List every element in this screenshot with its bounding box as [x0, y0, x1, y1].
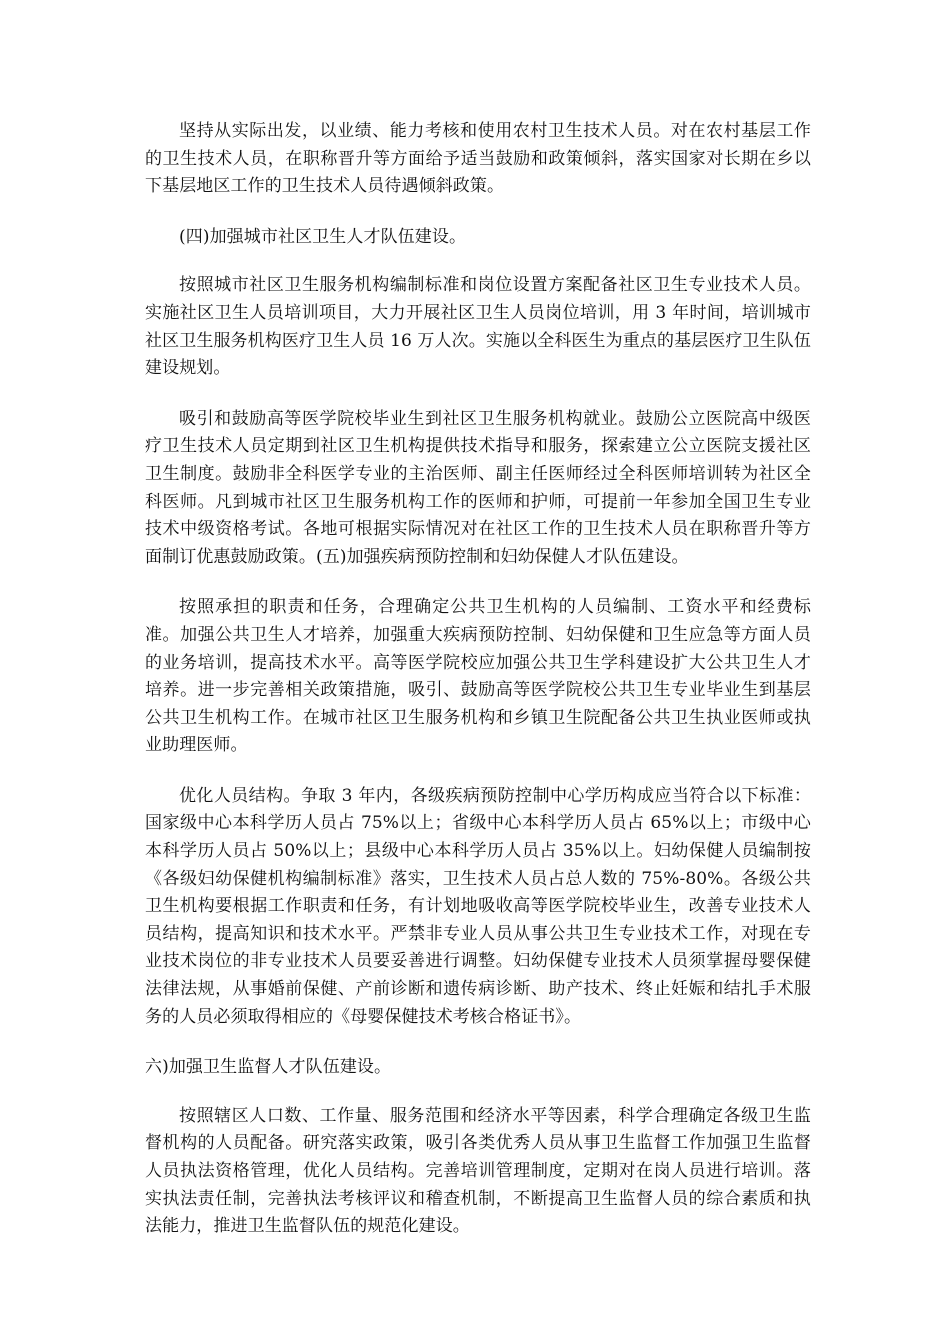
paragraph-supervision-staffing: 按照辖区人口数、工作量、服务范围和经济水平等因素，科学合理确定各级卫生监督机构的人员配备。研究落实政策，吸引各类优秀人员从事卫生监督工作加强卫生监督人员执法资格管理，优化人员结构。完善培训管理制度，定期对在岗人员进行培训。落实执法责任制，完善执法考核评议和稽查机制，不断提高卫生监督人员的综合素质和执法能力，推进卫生监督队伍的规范化建设。 — [145, 1105, 811, 1237]
paragraph-community-staffing: 按照城市社区卫生服务机构编制标准和岗位设置方案配备社区卫生专业技术人员。实施社区卫生人员培训项目，大力开展社区卫生人员岗位培训，用 3 年时间，培训城市社区卫生服务机构医疗卫生人员 16 万人次。实施以全科医生为重点的基层医疗卫生队伍建设规划。 — [145, 275, 811, 379]
section-heading-supervision: 六)加强卫生监督人才队伍建设。 — [145, 1057, 392, 1078]
paragraph-public-health-staffing: 按照承担的职责和任务，合理确定公共卫生机构的人员编制、工资水平和经费标准。加强公共卫生人才培养，加强重大疾病预防控制、妇幼保健和卫生应急等方面人员的业务培训，提高技术水平。高等医学院校应加强公共卫生学科建设扩大公共卫生人才培养。进一步完善相关政策措施，吸引、鼓励高等医学院校公共卫生专业毕业生到基层公共卫生机构工作。在城市社区卫生服务机构和乡镇卫生院配备公共卫生执业医师或执业助理医师。 — [145, 597, 811, 756]
paragraph-staff-structure: 优化人员结构。争取 3 年内，各级疾病预防控制中心学历构成应当符合以下标准：国家级中心本科学历人员占 75%以上；省级中心本科学历人员占 65%以上；市级中心本科学历人员占 50%以上；县级中心本科学历人员占 35%以上。妇幼保健人员编制按《各级妇幼保健机构编制标准》落实，卫生技术人员占总人数的 75%-80%。各级公共卫生机构要根据工作职责和任务，有计划地吸收高等医学院校毕业生，改善专业技术人员结构，提高知识和技术水平。严禁非专业人员从事公共卫生专业技术工作，对现在专业技术岗位的非专业技术人员要妥善进行调整。妇幼保健专业技术人员须掌握母婴保健法律法规，从事婚前保健、产前诊断和遗传病诊断、助产技术、终止妊娠和结扎手术服务的人员必须取得相应的《母婴保健技术考核合格证书》。 — [145, 785, 811, 1027]
section-heading-community: (四)加强城市社区卫生人才队伍建设。 — [179, 226, 467, 247]
paragraph-community-recruitment: 吸引和鼓励高等医学院校毕业生到社区卫生服务机构就业。鼓励公立医院高中级医疗卫生技术人员定期到社区卫生机构提供技术指导和服务，探索建立公立医院支援社区卫生制度。鼓励非全科医学专业的主治医师、副主任医师经过全科医师培训转为社区全科医师。凡到城市社区卫生服务机构工作的医师和护师，可提前一年参加全国卫生专业技术中级资格考试。各地可根据实际情况对在社区工作的卫生技术人员在职称晋升等方面制订优惠鼓励政策。(五)加强疾病预防控制和妇幼保健人才队伍建设。 — [145, 408, 811, 567]
document-page — [145, 118, 811, 1264]
paragraph-rural-staff-policy: 坚持从实际出发，以业绩、能力考核和使用农村卫生技术人员。对在农村基层工作的卫生技术人员，在职称晋升等方面给予适当鼓励和政策倾斜，落实国家对长期在乡以下基层地区工作的卫生技术人员待遇倾斜政策。 — [145, 121, 811, 197]
